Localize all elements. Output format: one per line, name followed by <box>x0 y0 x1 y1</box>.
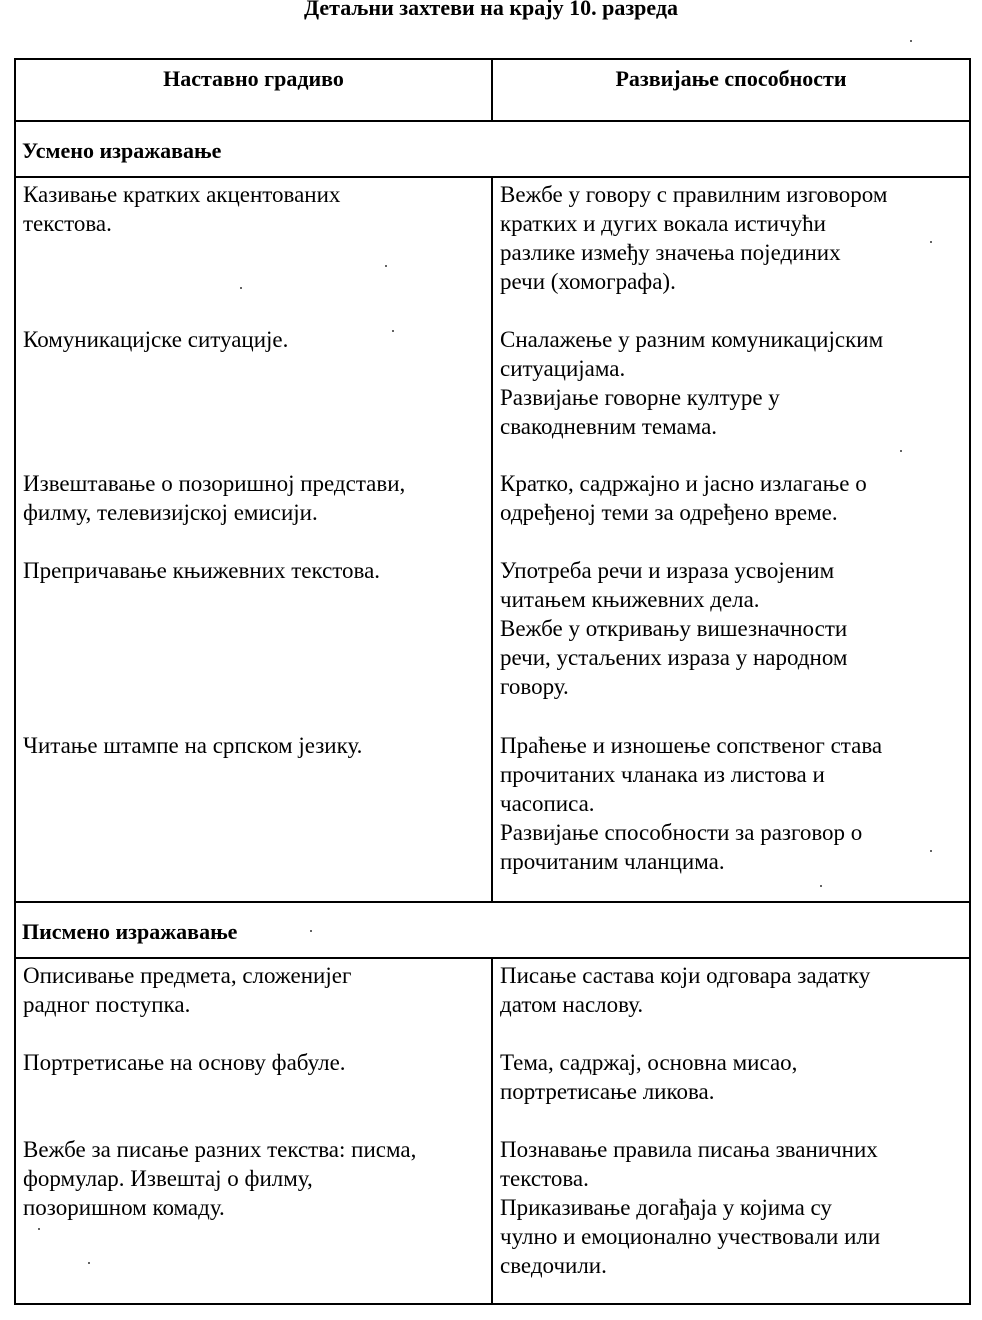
text-line: текстова. <box>500 1166 589 1191</box>
text-line: Вежбе у говору с правилним изговором <box>500 182 888 207</box>
text-line: сведочили. <box>500 1253 607 1278</box>
text-line: Казивање кратких акцентованих <box>23 182 341 207</box>
skill-item <box>500 180 965 296</box>
section-heading-row <box>15 902 970 958</box>
text-line: читањем књижевних дела. <box>500 587 760 612</box>
section-written-left <box>15 958 492 1304</box>
curriculum-item <box>23 731 487 760</box>
text-line: говору. <box>500 674 569 699</box>
text-line: прочитаних чланака из листова и <box>500 762 825 787</box>
text-line: одређеној теми за одређено време. <box>500 500 838 525</box>
text-line: прочитаним чланцима. <box>500 849 725 874</box>
requirements-table <box>14 58 971 1305</box>
header-curriculum: Наставно градиво <box>15 59 492 121</box>
text-line: Тема, садржај, основна мисао, <box>500 1050 798 1075</box>
text-line: филму, телевизијској емисији. <box>23 500 318 525</box>
text-line: Познавање правила писања званичних <box>500 1137 878 1162</box>
skill-item <box>500 1135 965 1280</box>
text-line: речи (хомографа). <box>500 269 676 294</box>
curriculum-item <box>23 1048 487 1077</box>
section-content-row <box>15 177 970 902</box>
text-line: Комуникацијске ситуације. <box>23 327 289 352</box>
text-line: Писање састава који одговара задатку <box>500 963 871 988</box>
curriculum-item <box>23 556 487 585</box>
curriculum-item <box>23 325 487 354</box>
text-line: Сналажење у разним комуникацијским <box>500 327 884 352</box>
scan-speck <box>900 450 902 452</box>
skill-item <box>500 1048 965 1106</box>
text-line: речи, устаљених израза у народном <box>500 645 848 670</box>
text-line: Приказивање догађаја у којима су <box>500 1195 832 1220</box>
scan-speck <box>820 885 822 887</box>
text-line: формулар. Извештај о филму, <box>23 1166 313 1191</box>
section-heading-oral: Усмено изражавање <box>15 121 970 177</box>
text-line: Кратко, садржајно и јасно излагање о <box>500 471 867 496</box>
scan-speck <box>88 1262 90 1264</box>
page-title: Детаљни захтеви на крају 10. разреда <box>304 0 678 20</box>
scan-speck <box>38 1228 40 1230</box>
scan-speck <box>310 930 312 932</box>
section-content-row <box>15 958 970 1304</box>
text-line: ситуацијама. <box>500 356 626 381</box>
text-line: портретисање ликова. <box>500 1079 715 1104</box>
text-line: Развијање способности за разговор о <box>500 820 863 845</box>
text-line: датом наслову. <box>500 992 644 1017</box>
scan-speck <box>930 241 932 243</box>
text-line: текстова. <box>23 211 112 236</box>
table-header-row <box>15 59 970 121</box>
text-line: позоришном комаду. <box>23 1195 225 1220</box>
scan-speck <box>385 265 387 267</box>
text-line: Читање штампе на српском језику. <box>23 733 363 758</box>
text-line: чулно и емоционално учествовали или <box>500 1224 881 1249</box>
text-line: Препричавање књижевних текстова. <box>23 558 381 583</box>
text-line: Описивање предмета, сложенијег <box>23 963 352 988</box>
header-skills: Развијање способности <box>492 59 970 121</box>
text-line: кратких и дугих вокала истичући <box>500 211 826 236</box>
curriculum-item <box>23 180 487 238</box>
scan-speck <box>240 287 242 289</box>
text-line: Извештавање о позоришној представи, <box>23 471 406 496</box>
text-line: Употреба речи и израза усвојеним <box>500 558 835 583</box>
text-line: Вежбе у откривању вишезначности <box>500 616 848 641</box>
skill-item <box>500 325 965 441</box>
section-written-right <box>492 958 970 1304</box>
section-heading-written: Писмено изражавање <box>15 902 970 958</box>
scan-speck <box>392 330 394 332</box>
section-oral-left <box>15 177 492 902</box>
text-line: Развијање говорне културе у <box>500 385 780 410</box>
text-line: Вежбе за писање разних текства: писма, <box>23 1137 417 1162</box>
skill-item <box>500 961 965 1019</box>
curriculum-item <box>23 469 487 527</box>
skill-item <box>500 556 965 701</box>
curriculum-item <box>23 961 487 1019</box>
scan-speck <box>910 40 912 42</box>
text-line: часописа. <box>500 791 595 816</box>
text-line: радног поступка. <box>23 992 191 1017</box>
curriculum-item <box>23 1135 487 1222</box>
skill-item <box>500 731 965 876</box>
text-line: Портретисање на основу фабуле. <box>23 1050 346 1075</box>
skill-item <box>500 469 965 527</box>
text-line: Праћење и изношење сопственог става <box>500 733 883 758</box>
section-oral-right <box>492 177 970 902</box>
text-line: разлике између значења појединих <box>500 240 841 265</box>
section-heading-row <box>15 121 970 177</box>
scan-speck <box>930 850 932 852</box>
text-line: свакодневним темама. <box>500 414 718 439</box>
